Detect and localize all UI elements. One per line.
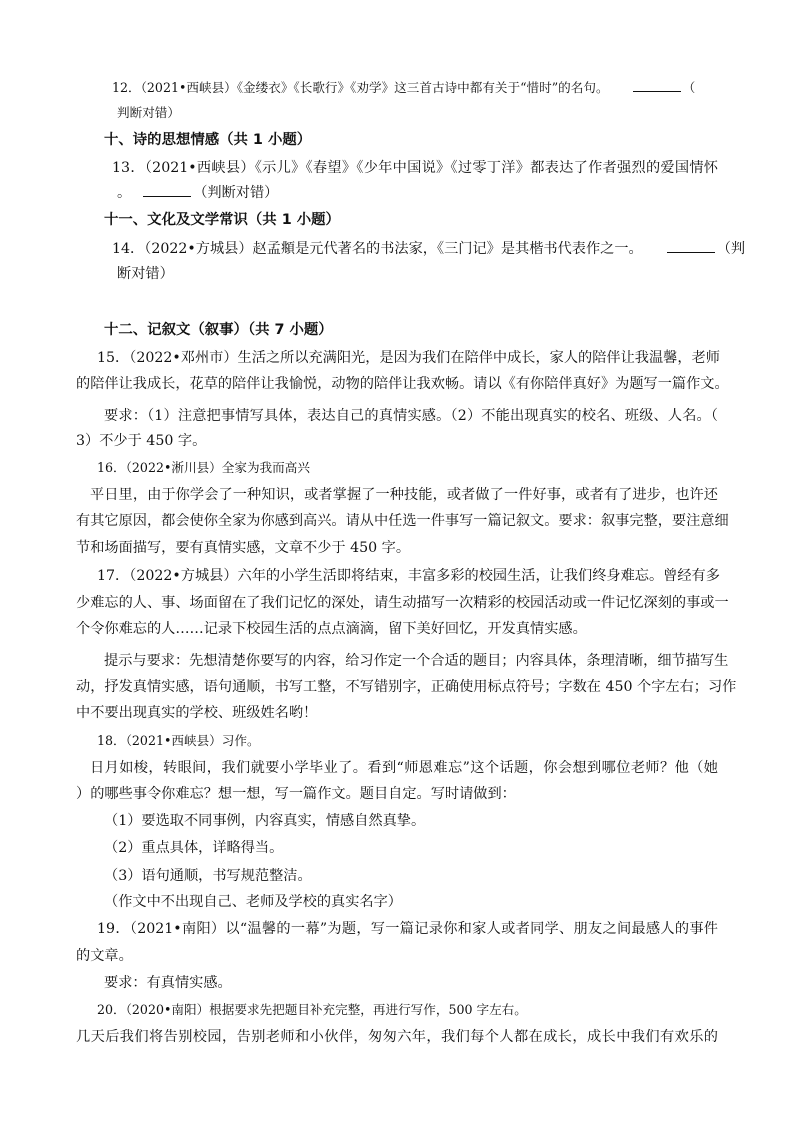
answer-blank-14[interactable]	[667, 239, 715, 253]
question-12-line-1	[112, 78, 718, 98]
answer-blank-12[interactable]	[633, 78, 681, 92]
question-17-line-1: 17．（2022•方城县）六年的小学生活即将结束，丰富多彩的校园生活，让我们终身难忘。曾经有多	[97, 568, 720, 584]
question-18-line-2: ）的哪些事令你难忘？想一想，写一篇作文。题目自定。写时请做到：	[76, 786, 516, 802]
question-16-line-3: 节和场面描写，要有真情实感，文章不少于 450 字。	[76, 540, 411, 556]
question-19-line-2: 的文章。	[76, 948, 133, 964]
question-16-line-1: 平日里，由于你学会了一种知识，或者掌握了一种技能，或者做了一件好事，或者有了进步，也许还	[90, 487, 718, 503]
question-14-line-1	[112, 239, 746, 259]
question-15-requirements-2: 3）不少于 450 字。	[76, 433, 207, 449]
question-19-requirements: 要求：有真情实感。	[104, 975, 232, 991]
question-13-lead: 。	[117, 185, 132, 201]
question-18-item-1: （1）要选取不同事例，内容真实，情感自然真挚。	[104, 813, 426, 829]
question-12-text: 12．（2021•西峡县）《金缕衣》《长歌行》《劝学》这三首古诗中都有关于“惜时”的名句。	[112, 80, 609, 95]
question-18-title: 18．（2021•西峡县）习作。	[97, 733, 260, 748]
question-13-line-1: 13．（2021•西峡县）《示儿》《春望》《少年中国说》《过零丁洋》都表达了作者强烈的爱国情怀	[112, 160, 718, 176]
question-20-line-1: 20．（2020•南阳）根据要求先把题目补充完整，再进行写作，500 字左右。	[97, 1002, 527, 1017]
question-17-hint-1: 提示与要求：先想清楚你要写的内容，给习作定一个合适的题目；内容具体，条理清晰，细节描写生	[104, 653, 729, 669]
question-15-line-2: 的陪伴让我成长，花草的陪伴让我愉悦，动物的陪伴让我欢畅。请以《有你陪伴真好》为题写一篇作文。	[76, 376, 729, 392]
question-14-line-2: 断对错）	[117, 266, 174, 282]
question-17-hint-3: 中不要出现真实的学校、班级姓名哟！	[76, 705, 318, 721]
question-17-hint-2: 动，抒发真情实感，语句通顺，书写工整，不写错别字，正确使用标点符号；字数在 450 个字左右；习作	[76, 679, 737, 695]
question-17-line-2: 少难忘的人、事、场面留在了我们记忆的深处，请生动描写一次精彩的校园活动或一件记忆深刻的事或一	[76, 595, 729, 611]
question-16-line-2: 有其它原因，都会使你全家为你感到高兴。请从中任选一件事写一篇记叙文。要求：叙事完整，要注意细	[76, 513, 729, 529]
question-15-requirements-1: 要求：（1）注意把事情写具体，表达自己的真情实感。（2）不能出现真实的校名、班级、人名。（	[104, 408, 718, 424]
question-18-item-2: （2）重点具体，详略得当。	[104, 840, 284, 856]
answer-blank-13[interactable]	[143, 183, 191, 197]
question-18-line-1: 日月如梭，转眼间，我们就要小学毕业了。看到“师恩难忘”这个话题，你会想到哪位老师？他（她	[90, 760, 718, 776]
question-14-text: 14．（2022•方城县）赵孟頫是元代著名的书法家，《三门记》是其楷书代表作之一。	[112, 241, 643, 257]
question-12-line-2: 判断对错）	[117, 105, 180, 120]
section-heading-12: 十二、记叙文（叙事）（共 7 小题）	[104, 322, 333, 338]
question-19-line-1: 19．（2021•南阳）以“温馨的一幕”为题，写一篇记录你和家人或者同学、朋友之间最感人的事件	[97, 921, 718, 937]
question-12-tail: （	[682, 80, 696, 95]
question-14-tail: （判	[716, 241, 746, 257]
question-16-title: 16．（2022•淅川县）全家为我而高兴	[97, 460, 310, 475]
section-heading-10: 十、诗的思想情感（共 1 小题）	[104, 132, 312, 148]
question-18-note: （作文中不出现自己、老师及学校的真实名字）	[104, 894, 402, 910]
question-13-line-2	[117, 183, 759, 203]
question-15-line-1: 15．（2022•邓州市）生活之所以充满阳光，是因为我们在陪伴中成长，家人的陪伴让我温馨，老师	[97, 350, 720, 366]
question-13-tail: （判断对错）	[193, 185, 279, 201]
section-heading-11: 十一、文化及文学常识（共 1 小题）	[104, 212, 340, 228]
question-20-line-2: 几天后我们将告别校园，告别老师和小伙伴，匆匆六年，我们每个人都在成长，成长中我们有欢乐的	[76, 1029, 718, 1045]
question-18-item-3: （3）语句通顺，书写规范整洁。	[104, 868, 312, 884]
question-17-line-3: 个令你难忘的人……记录下校园生活的点点滴滴，留下美好回忆，开发真情实感。	[76, 621, 587, 637]
